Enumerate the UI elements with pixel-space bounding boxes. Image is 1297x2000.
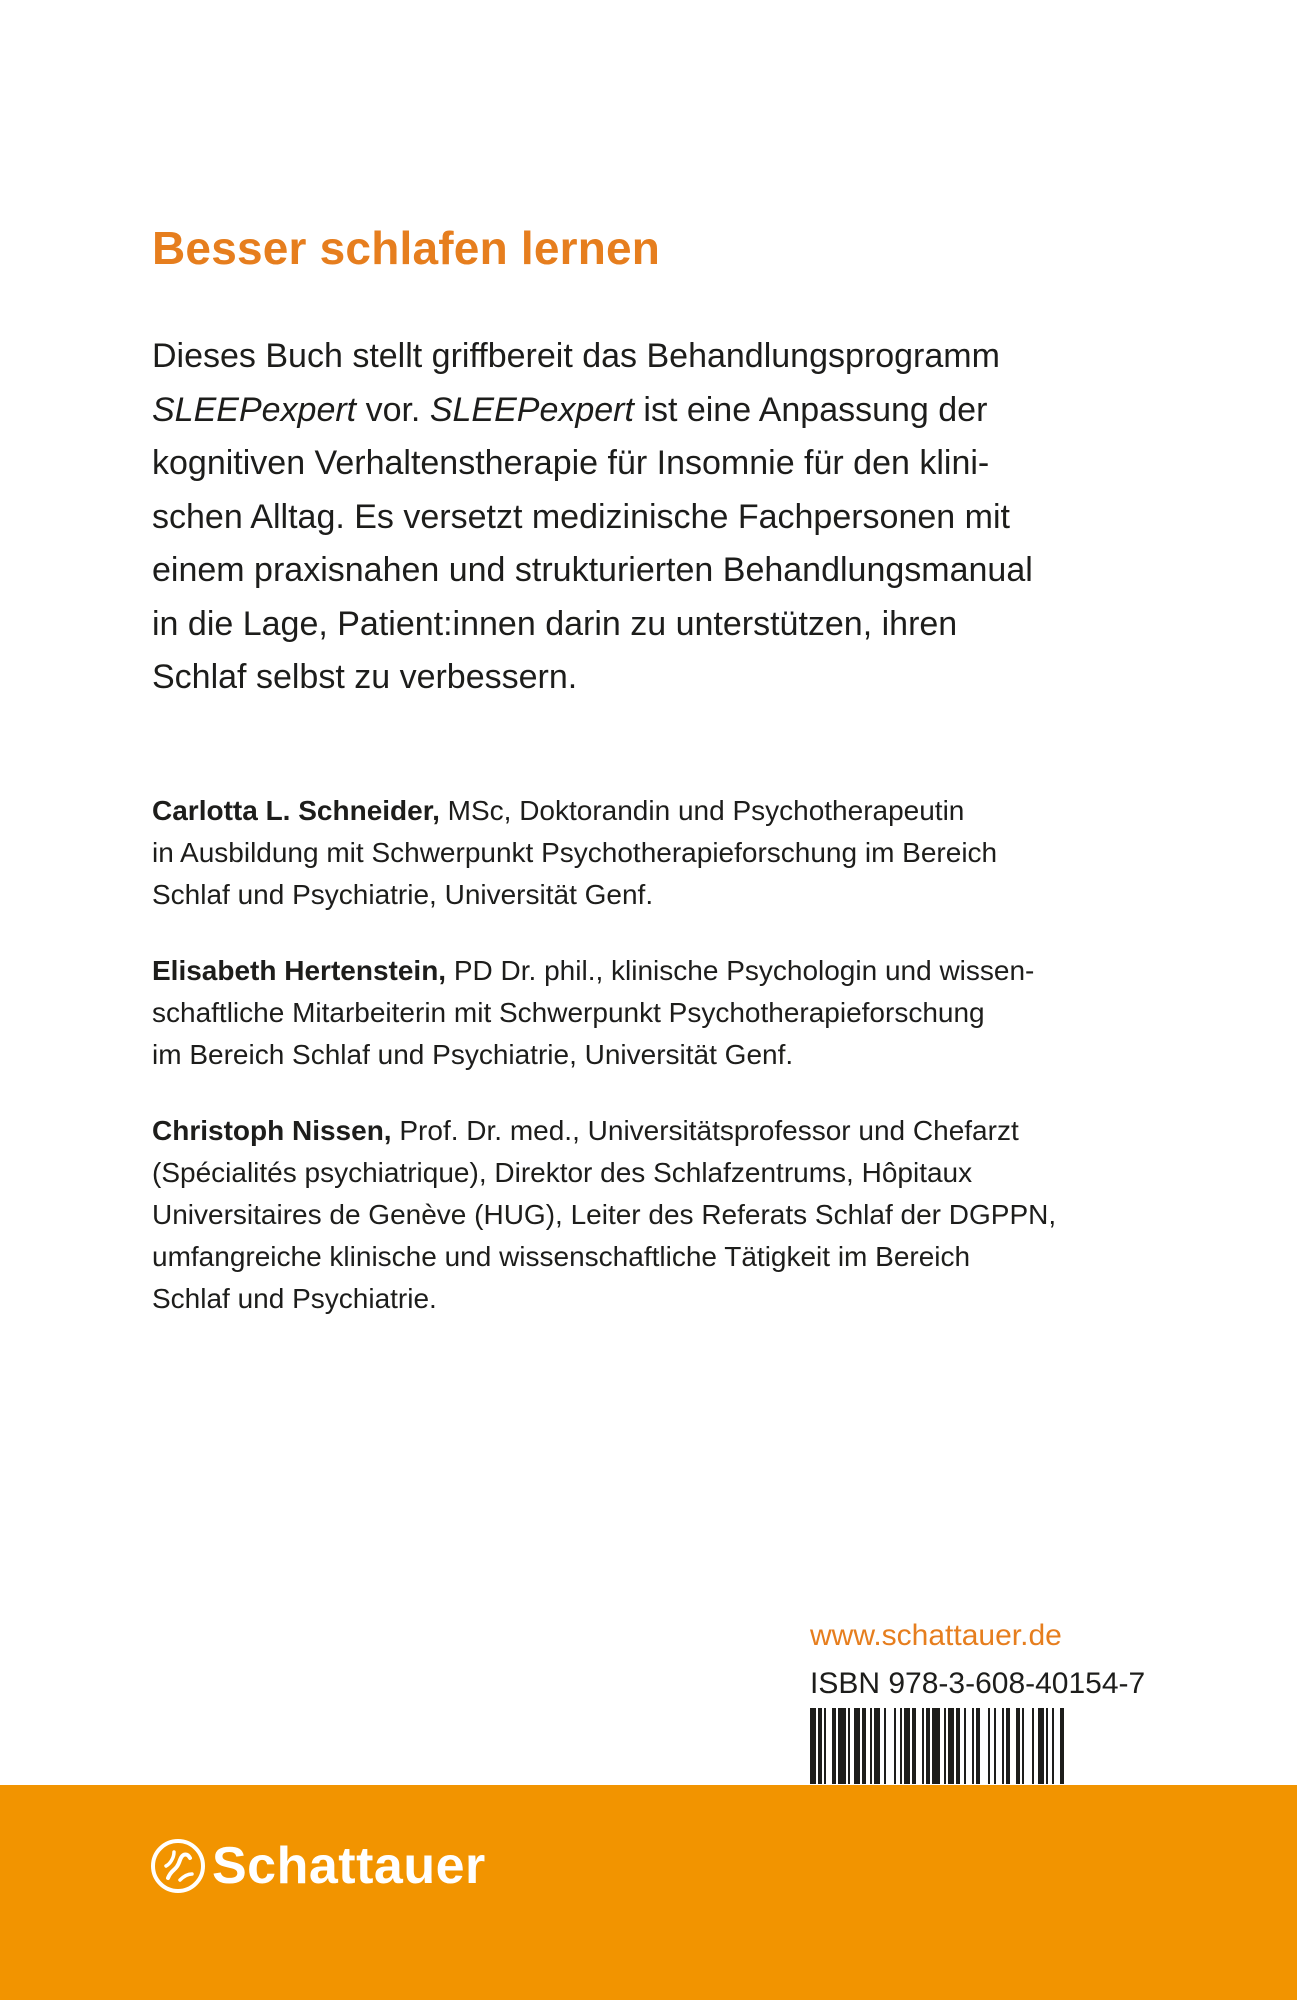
blurb-line: Dieses Buch stellt griffbereit das Behandlungsprogramm	[152, 337, 1000, 375]
author-name: Christoph Nissen,	[152, 1115, 392, 1146]
book-blurb	[152, 330, 1162, 705]
program-name: SLEEPexpert	[429, 390, 634, 429]
bio-line: in Ausbildung mit Schwerpunkt Psychotherapieforschung im Bereich	[152, 837, 998, 868]
blurb-line: SLEEPexpert vor. SLEEPexpert ist eine Anpassung der	[152, 390, 988, 429]
blurb-line: schen Alltag. Es versetzt medizinische Fachpersonen mit	[152, 497, 1010, 536]
bio-line: Schlaf und Psychiatrie.	[152, 1283, 437, 1314]
bio-line: Universitaires de Genève (HUG), Leiter des Referats Schlaf der DGPPN,	[152, 1199, 1057, 1230]
author-bio-hertenstein: Elisabeth Hertenstein, PD Dr. phil., klinische Psychologin und wissen- schaftliche Mitarbeiterin mit Schwerpunkt Psychotherapieforschung im Bereich Schlaf und Psychiatrie, Universität Genf.	[152, 950, 1162, 1076]
blurb-line: kognitiven Verhaltenstherapie für Insomnie für den klini-	[152, 444, 990, 482]
barcode-icon	[810, 1708, 1146, 1784]
publisher-website-link[interactable]: www.schattauer.de	[810, 1619, 1062, 1652]
blurb-line: in die Lage, Patient:innen darin zu unterstützen, ihren	[152, 604, 958, 643]
blurb-line: einem praxisnahen und strukturierten Behandlungsmanual	[152, 551, 1033, 589]
bio-line: Schlaf und Psychiatrie, Universität Genf.	[152, 879, 654, 910]
bio-line: (Spécialités psychiatrique), Direktor des Schlafzentrums, Hôpitaux	[152, 1157, 973, 1188]
author-bio-nissen: Christoph Nissen, Prof. Dr. med., Universitätsprofessor und Chefarzt (Spécialités psychiatrique), Direktor des Schlafzentrums, Hôpitaux Universitaires de Genève (HUG), Leiter des Referats Schlaf der DGPPN, umfangreiche klinische und wissenschaftliche Tätigkeit im Bereich Schlaf und Psychiatrie.	[152, 1110, 1162, 1320]
publisher-name: Schattauer	[212, 1837, 486, 1895]
program-name: SLEEPexpert	[152, 390, 357, 429]
blurb-line: Schlaf selbst zu verbessern.	[152, 658, 578, 696]
isbn-number: ISBN 978-3-608-40154-7	[810, 1667, 1146, 1700]
schattauer-logo-icon	[150, 1838, 206, 1894]
publisher-logo	[150, 1831, 486, 1901]
cover-heading: Besser schlafen lernen	[152, 222, 661, 274]
author-name: Carlotta L. Schneider,	[152, 795, 440, 826]
author-name: Elisabeth Hertenstein,	[152, 955, 447, 986]
bio-line: im Bereich Schlaf und Psychiatrie, Universität Genf.	[152, 1039, 794, 1070]
author-bio-schneider: Carlotta L. Schneider, MSc, Doktorandin und Psychotherapeutin in Ausbildung mit Schwerpunkt Psychotherapieforschung im Bereich Schlaf und Psychiatrie, Universität Genf.	[152, 790, 1162, 916]
bio-line: schaftliche Mitarbeiterin mit Schwerpunkt Psychotherapieforschung	[152, 997, 985, 1028]
bio-line: umfangreiche klinische und wissenschaftliche Tätigkeit im Bereich	[152, 1241, 971, 1272]
